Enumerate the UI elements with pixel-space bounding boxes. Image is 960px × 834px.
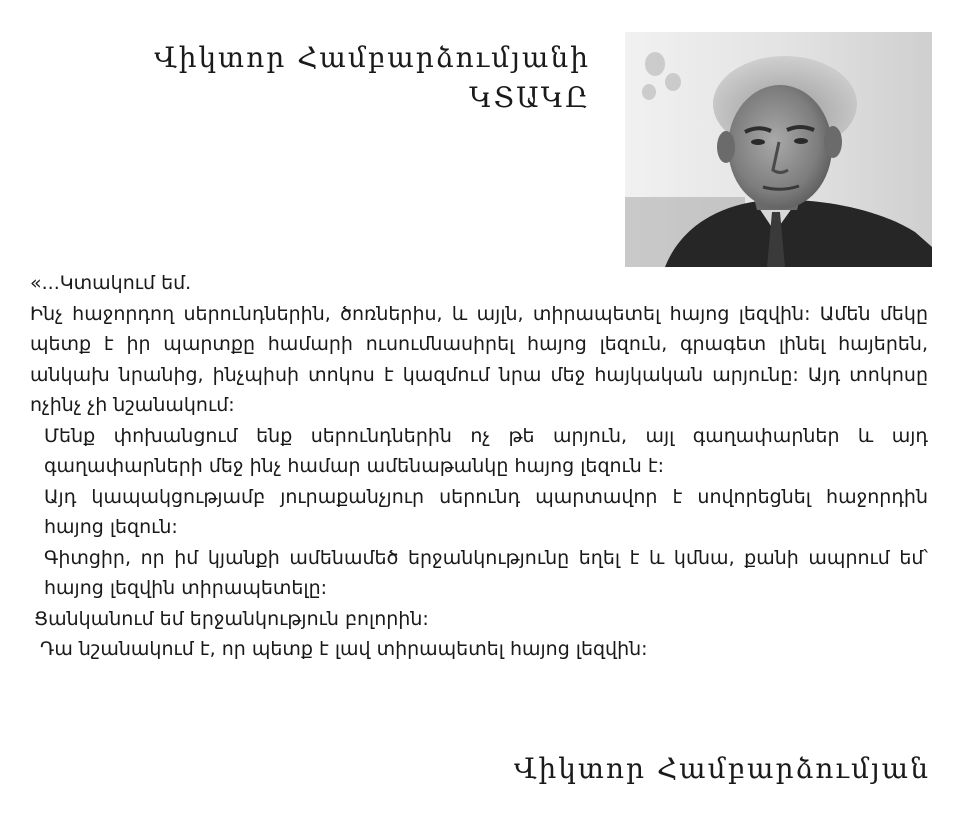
letter-paragraph-1: Ինչ հաջորդող սերունդներին, ծոռներիս, և այլն, տիրապետել հայոց լեզվին: Ամեն մեկը պետք է իր պարտքը համարի ուսումնասիրել հայոց լեզուն, գրագետ լինել հայերեն, անկախ նրանից, ինչպիսի տոկոս է կազմում նրա մեջ հայկական արյունը: Այդ տոկոսը ոչինչ չի նշանակում: [30, 302, 928, 416]
portrait-photo-icon [625, 32, 932, 267]
letter-paragraph-3: Այդ կապակցությամբ յուրաքանչյուր սերունդ պարտավոր է սովորեցնել հաջորդին հայոց լեզուն: [44, 485, 928, 538]
author-portrait [625, 32, 932, 267]
letter-opening: «...Կտակում եմ. [30, 272, 192, 294]
author-signature: Վիկտոր Համբարձումյան [514, 752, 930, 785]
testament-text [30, 268, 928, 665]
title-author-line: Վիկտոր Համբարձումյանի [154, 41, 590, 74]
document-title [60, 38, 590, 118]
letter-paragraph-6: Դա նշանակում է, որ պետք է լավ տիրապետել հայոց լեզվին: [40, 638, 648, 660]
letter-paragraph-5: Ցանկանում եմ երջանկություն բոլորին: [34, 607, 429, 630]
letter-paragraph-2: Մենք փոխանցում ենք սերունդներին ոչ թե արյուն, այլ գաղափարներ և այդ գաղափարների մեջ ինչ համար ամենաթանկը հայոց լեզուն է: [44, 424, 928, 477]
letter-paragraph-4: Գիտցիր, որ իմ կյանքի ամենամեծ երջանկությունը եղել է և կմնա, քանի ապրում եմ՝ հայոց լեզվին տիրապետելը: [44, 546, 928, 599]
title-testament-line: ԿՏԱԿԸ [469, 81, 590, 114]
